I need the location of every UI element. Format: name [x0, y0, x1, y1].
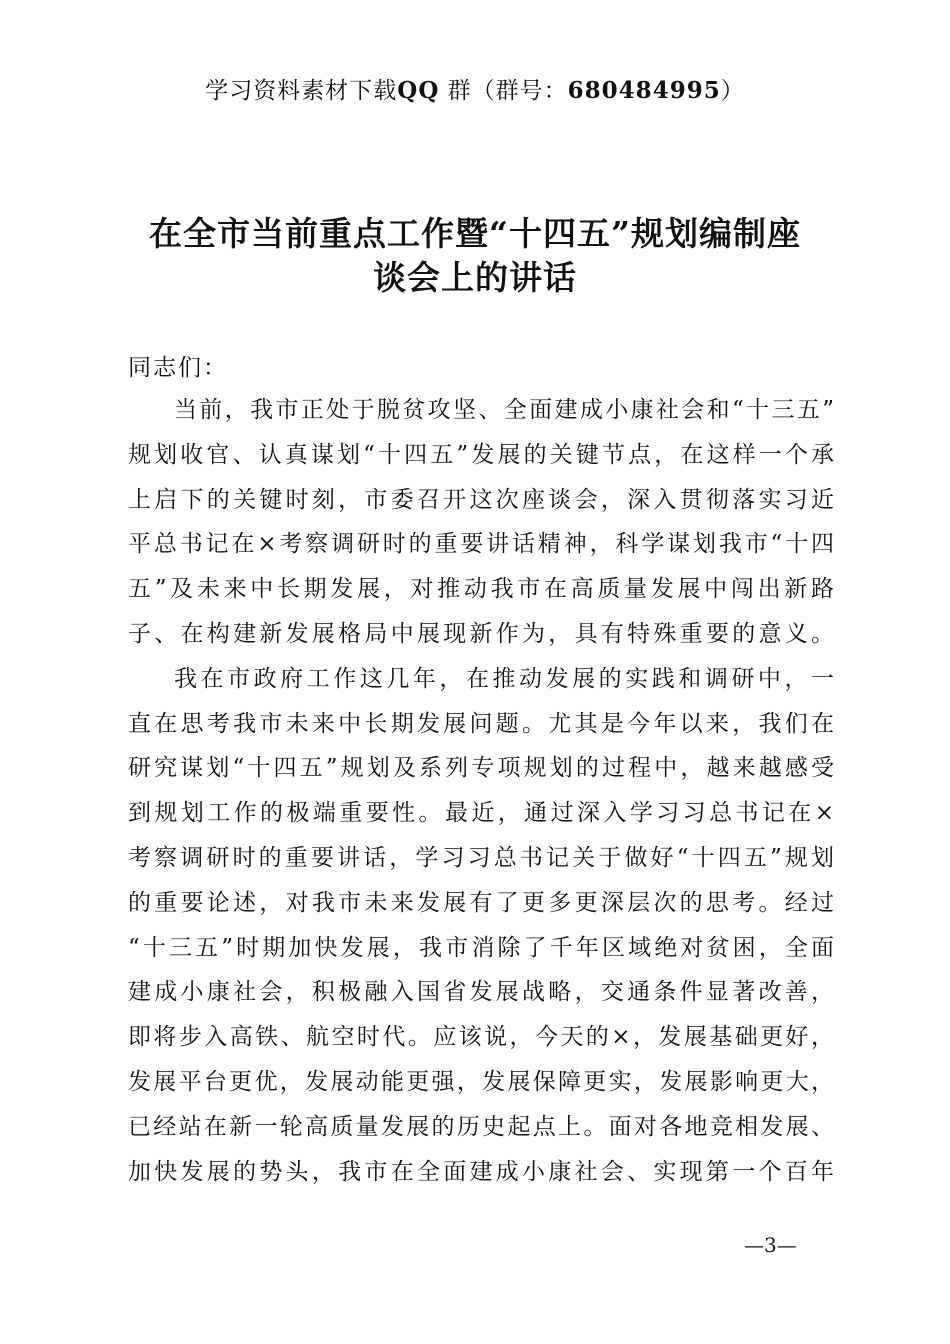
paragraph-line: 加快发展的势头，我市在全面建成小康社会、实现第一个百年: [128, 1158, 834, 1185]
paragraph-line: 直在思考我市未来中长期发展问题。尤其是今年以来，我们在: [128, 710, 834, 737]
paragraph-line: 到规划工作的极端重要性。最近，通过深入学习习总书记在×: [128, 800, 834, 827]
paragraph-line: 发展平台更优，发展动能更强，发展保障更实，发展影响更大，: [128, 1068, 834, 1095]
paragraph-2: [128, 657, 834, 1195]
header-banner: [0, 72, 950, 105]
paragraph-line: 子、在构建新发展格局中展现新作为，具有特殊重要的意义。: [128, 620, 834, 647]
document-title: [100, 212, 850, 300]
paragraph-line: 考察调研时的重要讲话，学习习总书记关于做好“十四五”规划: [128, 844, 834, 871]
header-middle: 群（群号：: [439, 78, 568, 104]
salutation: 同志们：: [128, 355, 228, 381]
paragraph-line: 研究谋划“十四五”规划及系列专项规划的过程中，越来越感受: [128, 755, 834, 782]
paragraph-line: 已经站在新一轮高质量发展的历史起点上。面对各地竞相发展、: [128, 1113, 834, 1140]
paragraph-line: “十三五”时期加快发展，我市消除了千年区域绝对贫困，全面: [128, 934, 834, 961]
title-line-2: 谈会上的讲话: [373, 258, 577, 297]
body-text: [128, 388, 834, 1194]
page-number: —3—: [744, 1233, 797, 1257]
paragraph-line: 我在市政府工作这几年，在推动发展的实践和调研中，一: [174, 665, 834, 692]
paragraph-line: 规划收官、认真谋划“十四五”发展的关键节点，在这样一个承: [128, 441, 834, 468]
header-suffix: ）: [720, 78, 745, 104]
paragraph-1: [128, 388, 834, 657]
paragraph-line: 即将步入高铁、航空时代。应该说，今天的×，发展基础更好，: [128, 1024, 834, 1051]
paragraph-line: 平总书记在×考察调研时的重要讲话精神，科学谋划我市“十四: [128, 531, 834, 558]
header-prefix: 学习资料素材下载: [205, 78, 398, 104]
paragraph-line: 的重要论述，对我市未来发展有了更多更深层次的思考。经过: [128, 889, 834, 916]
paragraph-line: 当前，我市正处于脱贫攻坚、全面建成小康社会和“十三五”: [174, 397, 834, 423]
title-line-1: 在全市当前重点工作暨“十四五”规划编制座: [149, 214, 801, 253]
paragraph-line: 上启下的关键时刻，市委召开这次座谈会，深入贯彻落实习近: [128, 486, 834, 513]
paragraph-line: 建成小康社会，积极融入国省发展战略，交通条件显著改善，: [128, 979, 834, 1006]
paragraph-line: 五”及未来中长期发展，对推动我市在高质量发展中闯出新路: [128, 576, 834, 603]
header-group-number: 680484995: [567, 77, 721, 104]
header-qq: QQ: [397, 77, 440, 104]
